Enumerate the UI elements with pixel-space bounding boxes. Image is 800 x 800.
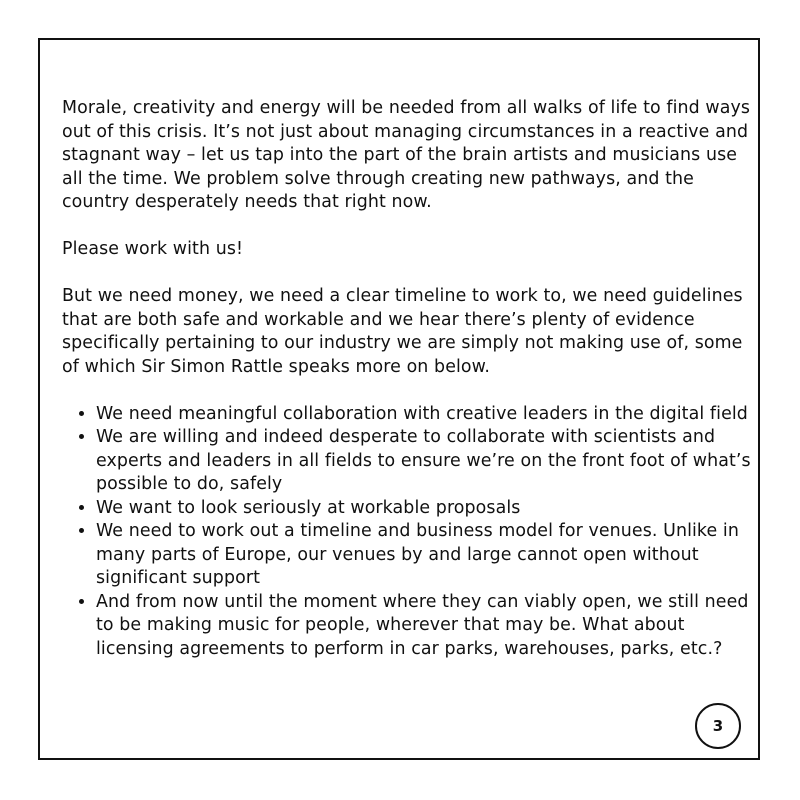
bullet-list — [62, 403, 752, 662]
bullet-item: • We need meaningful collaboration with creative leaders in the digital field — [96, 403, 752, 427]
bullet-item: • We are willing and indeed desperate to collaborate with scientists and experts and leaders in all fields to ensure we’re on the front foot of what’s possible to do, safely — [96, 426, 752, 497]
paragraph-intro: Morale, creativity and energy will be needed from all walks of life to find ways out of this crisis. It’s not just about managing circumstances in a reactive and stagnant way – let us tap into the part of the brain artists and musicians use all the time. We problem solve through creating new pathways, and the country desperately needs that right now. — [62, 98, 751, 212]
paragraph-needs: But we need money, we need a clear timeline to work to, we need guidelines that are both safe and workable and we hear there’s plenty of evidence specifically pertaining to our industry we are simply not making use of, some of which Sir Simon Rattle speaks more on below. — [62, 286, 743, 377]
bullet-item: • And from now until the moment where they can viably open, we still need to be making music for people, wherever that may be. What about licensing agreements to perform in car parks, warehouses, parks, etc.? — [96, 591, 752, 662]
document-body — [62, 97, 752, 661]
bullet-item: • We need to work out a timeline and business model for venues. Unlike in many parts of Europe, our venues by and large cannot open without significant support — [96, 520, 752, 591]
paragraph-appeal: Please work with us! — [62, 239, 244, 259]
bullet-item: • We want to look seriously at workable proposals — [96, 497, 752, 521]
page-number-badge: 3 — [695, 703, 741, 749]
